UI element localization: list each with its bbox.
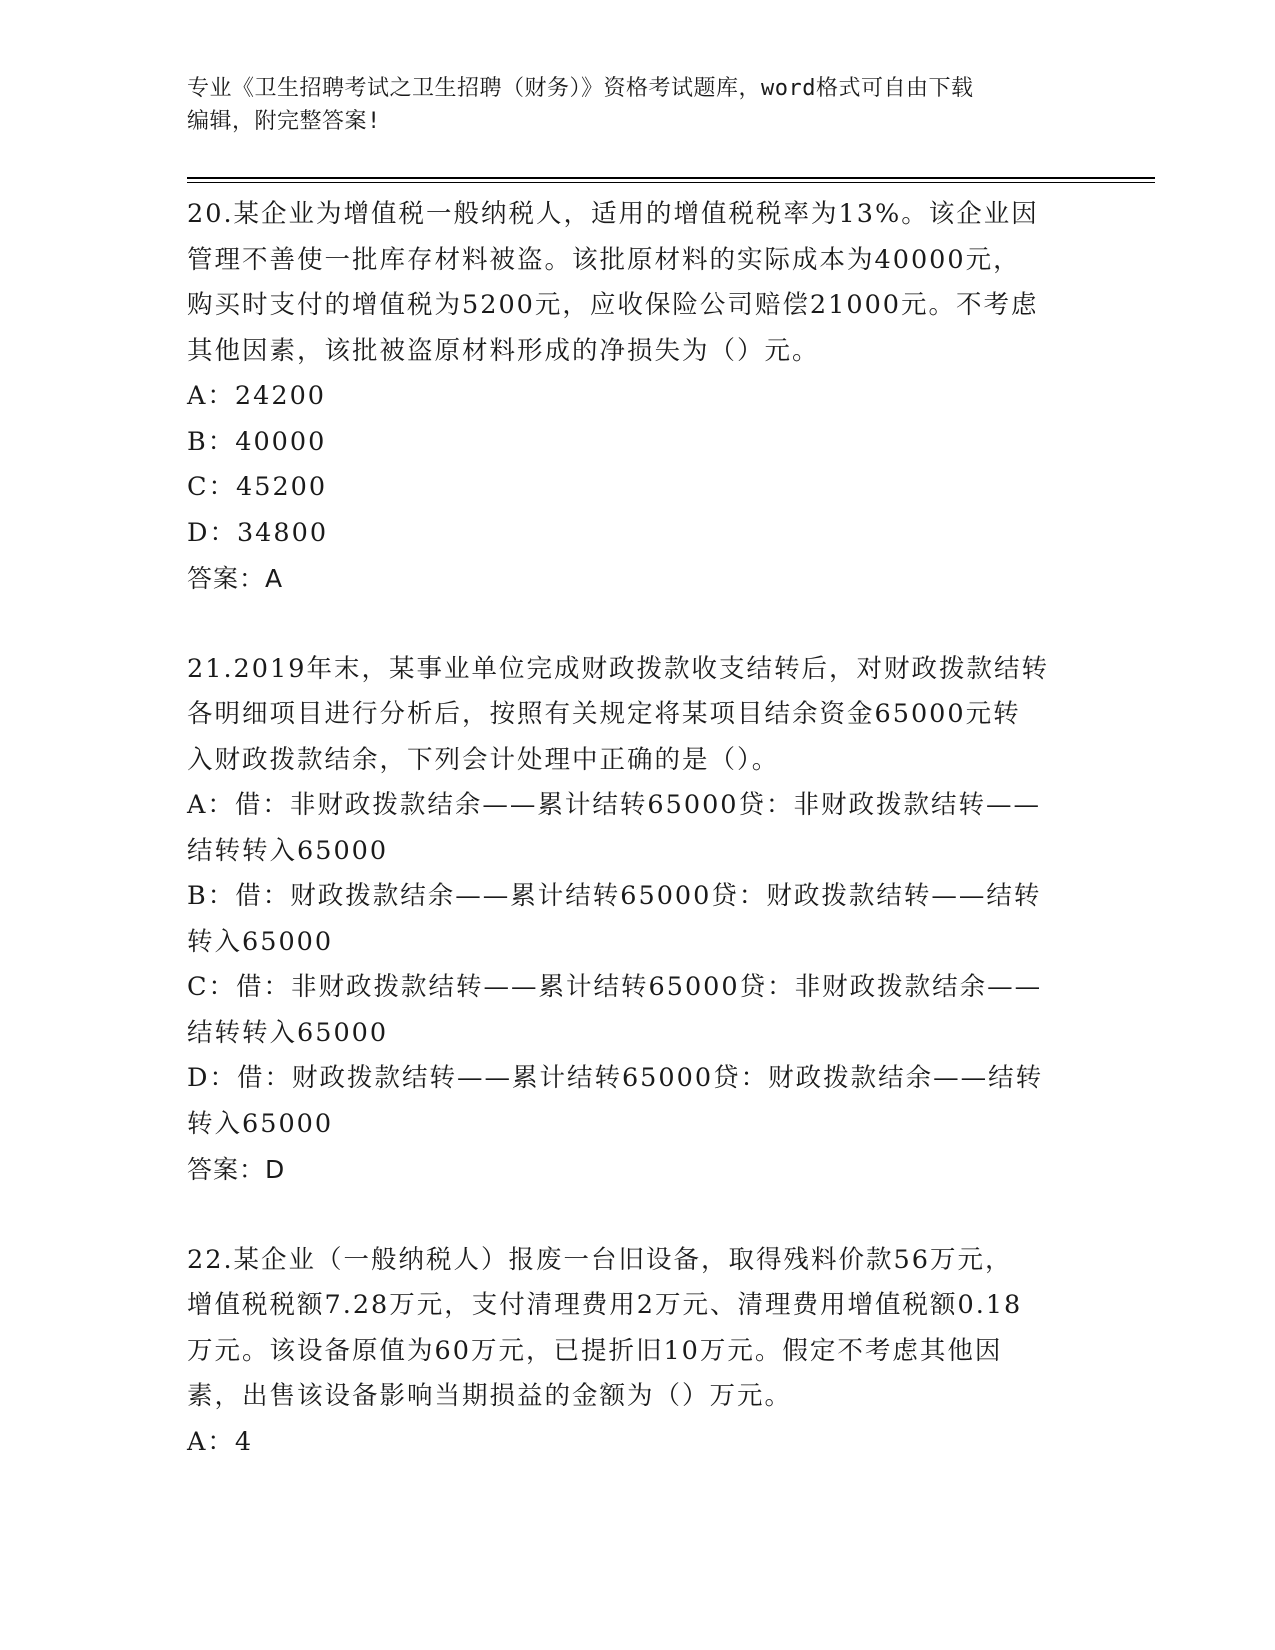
document-header: [187, 72, 1087, 138]
question-block: [187, 1238, 1087, 1466]
answer-option-line: 转入65000: [187, 926, 334, 957]
question-text-line: 20.某企业为增值税一般纳税人，适用的增值税税率为13%。该企业因: [187, 199, 1039, 229]
header-line-2: 编辑，附完整答案!: [187, 109, 381, 134]
answer-option-line: 结转转入65000: [187, 1017, 389, 1048]
header-rule-thick: [187, 177, 1155, 179]
answer-key: 答案：A: [187, 564, 284, 593]
answer-option-line: 转入65000: [187, 1108, 334, 1139]
header-rule-thin: [187, 182, 1155, 183]
answer-key: 答案：D: [187, 1155, 286, 1184]
question-spacer: [187, 1193, 1087, 1238]
answer-option-line: C：45200: [187, 472, 328, 502]
header-line-1: 专业《卫生招聘考试之卫生招聘（财务）》资格考试题库，word格式可自由下载: [187, 76, 974, 101]
question-text-line: 21.2019年末，某事业单位完成财政拨款收支结转后，对财政拨款结转: [187, 653, 1049, 684]
question-text-line: 素，出售该设备影响当期损益的金额为（）万元。: [187, 1381, 793, 1411]
question-list: [187, 192, 1087, 1465]
question-text-line: 各明细项目进行分析后，按照有关规定将某项目结余资金65000元转: [187, 699, 1021, 729]
question-text-line: 增值税税额7.28万元，支付清理费用2万元、清理费用增值税额0.18: [187, 1290, 1023, 1320]
question-text-line: 万元。该设备原值为60万元，已提折旧10万元。假定不考虑其他因: [187, 1335, 1003, 1366]
answer-option-line: B：借：财政拨款结余——累计结转65000贷：财政拨款结转——结转: [187, 881, 1042, 911]
answer-option-line: A：借：非财政拨款结余——累计结转65000贷：非财政拨款结转——: [187, 790, 1042, 820]
answer-option-line: 结转转入65000: [187, 835, 389, 866]
answer-option-line: A：24200: [187, 381, 327, 411]
question-text-line: 购买时支付的增值税为5200元，应收保险公司赔偿21000元。不考虑: [187, 290, 1039, 320]
answer-option-line: D：借：财政拨款结转——累计结转65000贷：财政拨款结余——结转: [187, 1063, 1044, 1093]
answer-option-line: D：34800: [187, 517, 329, 548]
answer-option-line: C：借：非财政拨款结转——累计结转65000贷：非财政拨款结余——: [187, 972, 1043, 1002]
question-block: [187, 192, 1087, 602]
question-text-line: 22.某企业（一般纳税人）报废一台旧设备，取得残料价款56万元，: [187, 1244, 1013, 1275]
answer-option-line: A：4: [187, 1426, 254, 1457]
question-block: [187, 647, 1087, 1193]
question-spacer: [187, 602, 1087, 647]
question-text-line: 管理不善使一批库存材料被盗。该批原材料的实际成本为40000元，: [187, 244, 1021, 275]
question-text-line: 其他因素，该批被盗原材料形成的净损失为（）元。: [187, 335, 820, 366]
question-text-line: 入财政拨款结余，下列会计处理中正确的是（）。: [187, 744, 780, 775]
answer-option-line: B：40000: [187, 426, 327, 457]
